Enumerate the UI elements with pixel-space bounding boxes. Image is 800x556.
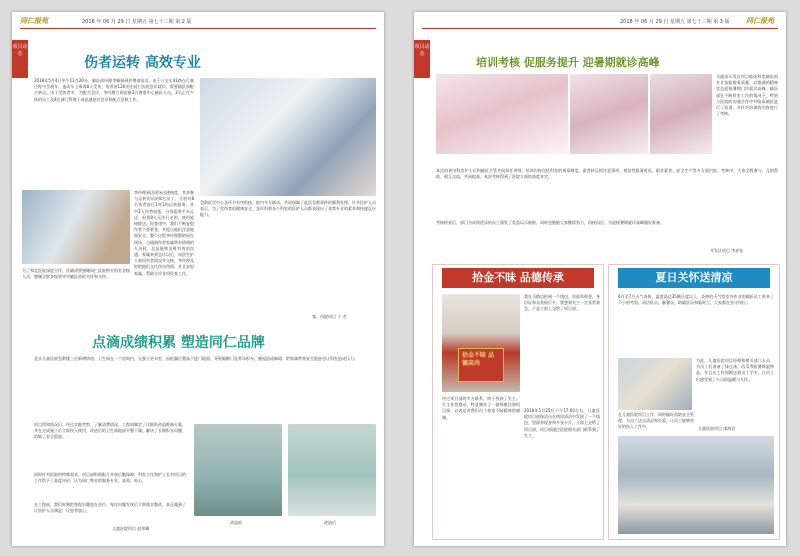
right-masthead (414, 16, 786, 28)
right-page (414, 12, 786, 546)
article-title-summer-care: 夏日关怀送清凉 (618, 268, 770, 288)
photo-before-renovation (194, 424, 282, 516)
photo-training-practice (650, 74, 712, 154)
right-article3-paragraph-1: 6月至7月天气炎热，温度高达35摄氏度以上，炎热的天气给室外作业的辅医员工带来了不小的考验。清洁队员、解暑员、助辅医员和临时工，大家都在坚守岗位。 (618, 294, 774, 306)
article1-paragraph-1: 2018年5月4日中午11点20分，辅医部经理李颖接到护理部电话，由于公交车41路在行驶过程中急刹车，造成车上乘客8人受伤，伤者由120送往同仁医院急诊就诊，需要辅医部配合转运。由于受伤者多，为配合急诊，李经理立即安排3名调度中心辅医人员，3名正在午休的员工及8名部门管理干部迅速赶往急诊科配合急救工作。 (34, 78, 194, 102)
article-title-injured-transfer: 伤者运转 高效专业 (84, 55, 201, 71)
right-article3-paragraph-3: 在儿童医院项目工作，同时搞好消防安全管理，为员工送去清凉和关爱，让员工能够更好的投入工作中。 (618, 412, 694, 430)
left-dateline: 2018 年 06 月 29 日 星期五 第七十三期 第 2 版 (82, 19, 192, 25)
article-title-honesty: 拾金不昧 品德传承 (442, 268, 594, 288)
right-article1-byline: 开发区项目 李祥钰 (710, 248, 744, 253)
caption-after: 改造后 (324, 520, 336, 525)
right-section-tab: 项目动态 (414, 40, 430, 78)
right-article3-byline: 儿童医院项目 邵海君 (698, 426, 736, 431)
left-header-rule (20, 28, 376, 29)
left-section-tab: 项目动态 (12, 40, 28, 78)
right-article1-paragraph-2: 本次培训由科室护士长和辅医主管共同担任讲师，培训内容包括科室的规章制度、患者转运的注意事项、规范性服务用语、职业素养、安全生产等多方面内容。考核中，大家全程参与，互相帮助，相互交流，共同提高。本次考核得到了医院方面的高度肯定。 (436, 168, 778, 180)
right-article2-paragraph-3: 2018年5月25日下午17:00左右，儿童医院项目部保洁员在病房清洁中发现了一个钱包，里面有现金和多张卡片，立即上交给了项目部，项目部通过医院相关部门联系到了失主。 (524, 408, 600, 438)
article2-byline: 儿童医院项目 赵荣峰 (112, 526, 150, 531)
caption-before: 改造前 (230, 520, 242, 525)
article1-paragraph-3: 为了和北医院深度合作，医辅部要感谢同仁医院相关科室各级人员，感谢全院各级领导对辅医部的关怀和支持。 (22, 268, 130, 280)
right-article1-paragraph-1: 为提高开发区项目临床科室辅医的专业技能服务质量，以饱满的精神状态迎接暑期门诊就诊高峰，辅医部在不断科室工作的情况下，特别与医院的沟通合作中对临床辅医进行了培训，并针对培训的内容进行了考核。 (716, 74, 778, 117)
photo-after-renovation (288, 424, 376, 516)
article-title-brand-building: 点滴成绩积累 塑造同仁品牌 (92, 335, 265, 351)
right-brand: 同仁报苑 (746, 17, 774, 25)
photo-summer-care-group (618, 436, 774, 534)
left-masthead (12, 16, 384, 28)
right-dateline: 2018 年 06 月 29 日 星期五 第七十三期 第 3 版 (620, 19, 730, 25)
article-photo-transfer (22, 190, 130, 264)
article2-paragraph-4: 在工程部，我们时刻把督促问题放在首位，每次问题发现后立即落实整改，真正做到了让医护人员满意，让患者放心。 (34, 502, 186, 514)
article1-paragraph-4: 急救医学中心各环节有序衔接，院内多方联动，共同保障了此次急救事件的顺利处理。许多医护人员表示，为了受伤者的健康安全，急诊科和各个科室的医护人员都表现出了非常专业的素养和快速反应能力。 (200, 200, 376, 218)
article-photo-doctors (200, 78, 376, 196)
right-header-rule (422, 28, 778, 29)
right-article1-paragraph-3: 考核结束后，部门为成绩优异的员工颁发了奖品以示鼓励，同时也勉励大家继续努力，再接再厉，为迎接暑期就诊高峰做好准备。 (436, 220, 664, 225)
article2-paragraph-2: 项目得知情况后，经过实地考察，了解清楚情况，工程部制定了详细的改造维修方案，并在完成施工后立即投入使用，改造后的卫生间地面平整干燥，解决了长期积水问题，消除了安全隐患。 (34, 422, 186, 440)
left-brand: 同仁报苑 (20, 17, 48, 25)
photo-training-exam (570, 74, 648, 154)
article1-byline: 客、西院项目 于 杰 (312, 314, 347, 319)
article1-paragraph-2: 李经理到达现场迅速调度，其余参与运转伤员的8名员工，分别对8名伤者进行1对1的运转服务，其中2人伤势较重，分别需要平车运送，轻伤8人无法行走的，使用轮椅推送。检查途中，我们不断安慰伤者不要紧张，并提示他们注意地面安全。整个过程李经理都陪同在现场，当遇到伤者家属带有情绪的人员时，总是能够及时有效的沟通，家属来到急诊以后，向医生护士询问伤者情况并交接，李经理及时给他们交代伤员伤情，并且安慰家属，帮助分诊各项检查工作。 (134, 190, 194, 276)
right-article2-paragraph-1: 我在马路边拾到一个钱包，里面有现金、身份证和各类银行卡，我想着失主一定非常着急，于是立即上交给了项目部。 (524, 294, 600, 312)
photo-training-group (436, 74, 568, 154)
article-title-training: 培训考核 促服务提升 迎暑期就诊高峰 (476, 56, 660, 69)
article2-paragraph-3: 同时针对医院的特殊需求，项目部积极配合开展后勤保障，科室主任和护士长对项目的工作给予了高度评价，认为同仁物业的服务专业、高效、贴心。 (34, 472, 186, 484)
right-article2-paragraph-2: 经过项目部的多方联系，终于找到了失主。失主非常感动，特意制作了一面锦旗送到项目部，以表达对我们员工拾金不昧精神的感谢。 (442, 396, 520, 420)
pennant-banner-text: 拾金不昧 品德高尚 (458, 348, 504, 382)
article2-paragraph-1: 北京儿童医院急救楼三层新增病房，卫生间在一个房间内，无独立更衣室。因抢漏位置高于进门地面，导致隔断门处常年积水，额屋造成障碍，给家属带来安全隐患也让科室造成压力。 (34, 356, 358, 361)
left-page (12, 12, 384, 546)
photo-summer-care-1 (618, 358, 692, 410)
right-article3-paragraph-2: 为此，儿童医院项目经理和相关部门人员，为员工们准备了绿豆汤、西瓜等防暑降温物品，并且在工作间隙送到员工手中，让员工们感受到了公司的温暖与关怀。 (696, 358, 774, 382)
